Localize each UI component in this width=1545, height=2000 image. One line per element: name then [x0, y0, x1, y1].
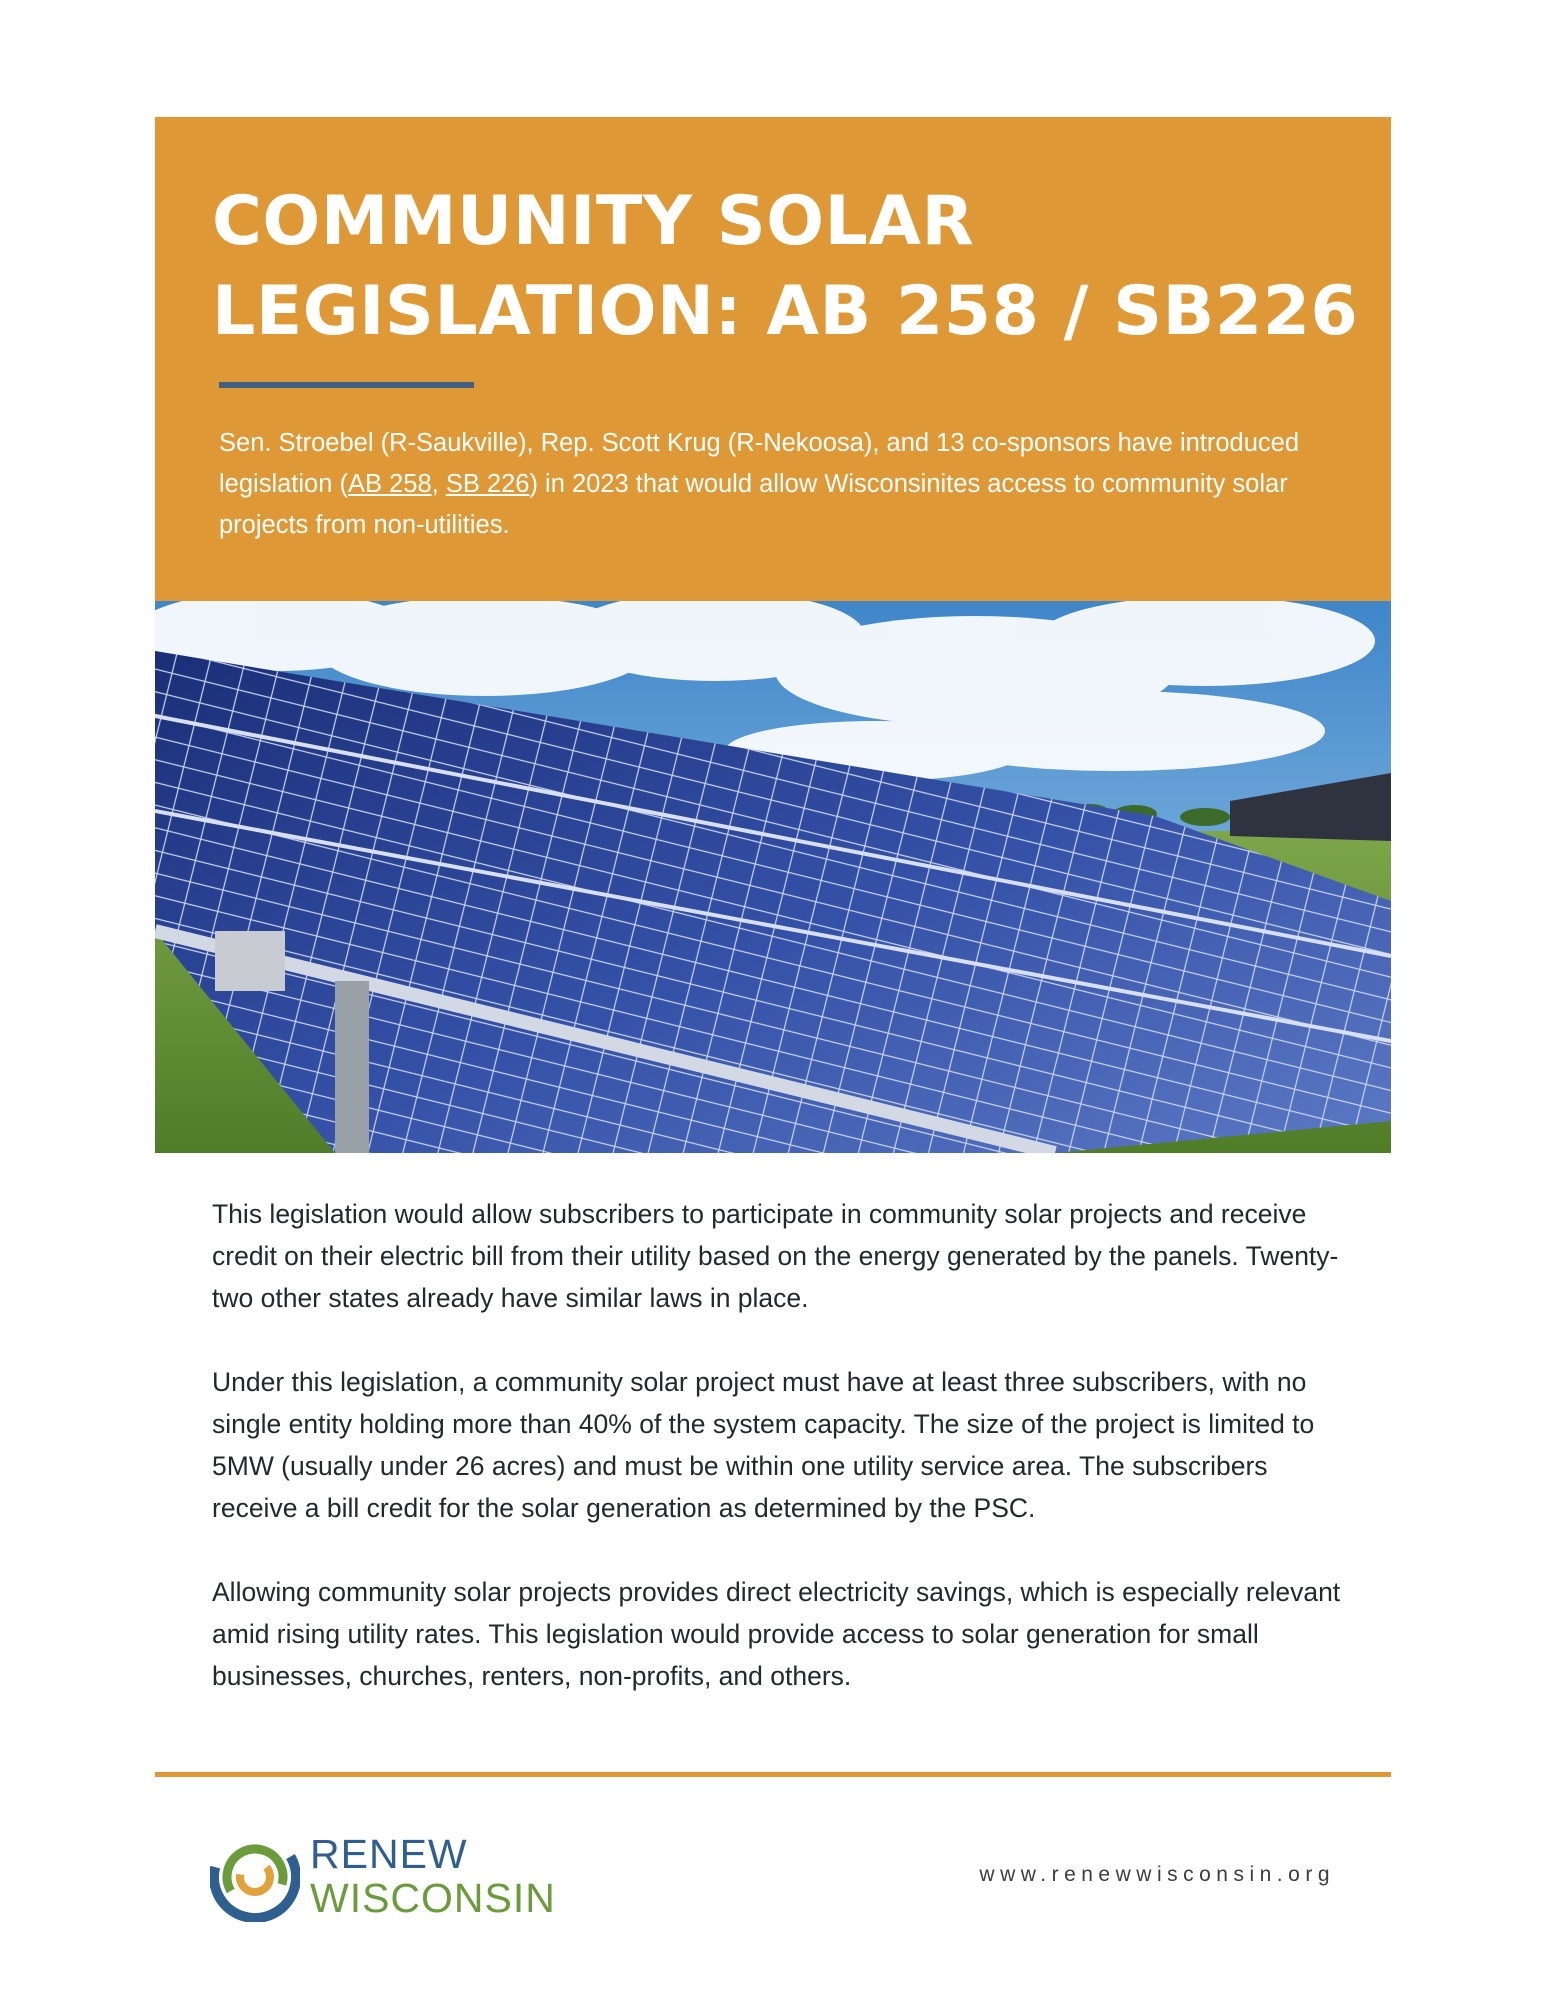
body-paragraph-3: Allowing community solar projects provides direct electricity savings, which is especially relevant amid rising utility rates. This legislation would provide access to solar generation for small businesses, churches, renters, non-profits, and others. [212, 1577, 1341, 1691]
logo-text-wisconsin: WISCONSIN [310, 1875, 556, 1921]
renew-wisconsin-swirl-icon [210, 1832, 300, 1922]
footer-divider [155, 1772, 1391, 1777]
intro-text [219, 423, 1339, 546]
logo-text-renew: RENEW [310, 1831, 468, 1877]
header-banner [155, 117, 1391, 601]
renew-wisconsin-logo[interactable] [210, 1832, 590, 1922]
body-paragraph-2: Under this legislation, a community solar project must have at least three subscribers, with no single entity holding more than 40% of the system capacity. The size of the project is limited to 5MW (usually under 26 acres) and must be within one utility service area. The subscribers receive a bill credit for the solar generation as determined by the PSC. [212, 1367, 1315, 1523]
solar-panels-photo [155, 601, 1391, 1153]
intro-part2: ) in 2023 that would allow Wisconsinites access to community solar projects from non-utilities. [219, 470, 1288, 539]
body-text [212, 1193, 1352, 1739]
intro-separator: , [431, 470, 446, 498]
body-paragraph-1: This legislation would allow subscribers to participate in community solar projects and receive credit on their electric bill from their utility based on the energy generated by the panels. Twenty-two other states already have similar laws in place. [212, 1199, 1339, 1313]
page-title: COMMUNITY SOLAR LEGISLATION: AB 258 / SB226 [212, 182, 1359, 351]
intro-part1: Sen. Stroebel (R-Saukville), Rep. Scott Krug (R-Nekoosa), and 13 co-sponsors have introduced legislation ( [219, 429, 1300, 498]
sb226-link[interactable]: SB 226 [445, 470, 530, 498]
website-url: www.renewwisconsin.org [979, 1863, 1335, 1886]
ab258-link[interactable]: AB 258 [347, 470, 432, 498]
title-divider [219, 382, 474, 388]
